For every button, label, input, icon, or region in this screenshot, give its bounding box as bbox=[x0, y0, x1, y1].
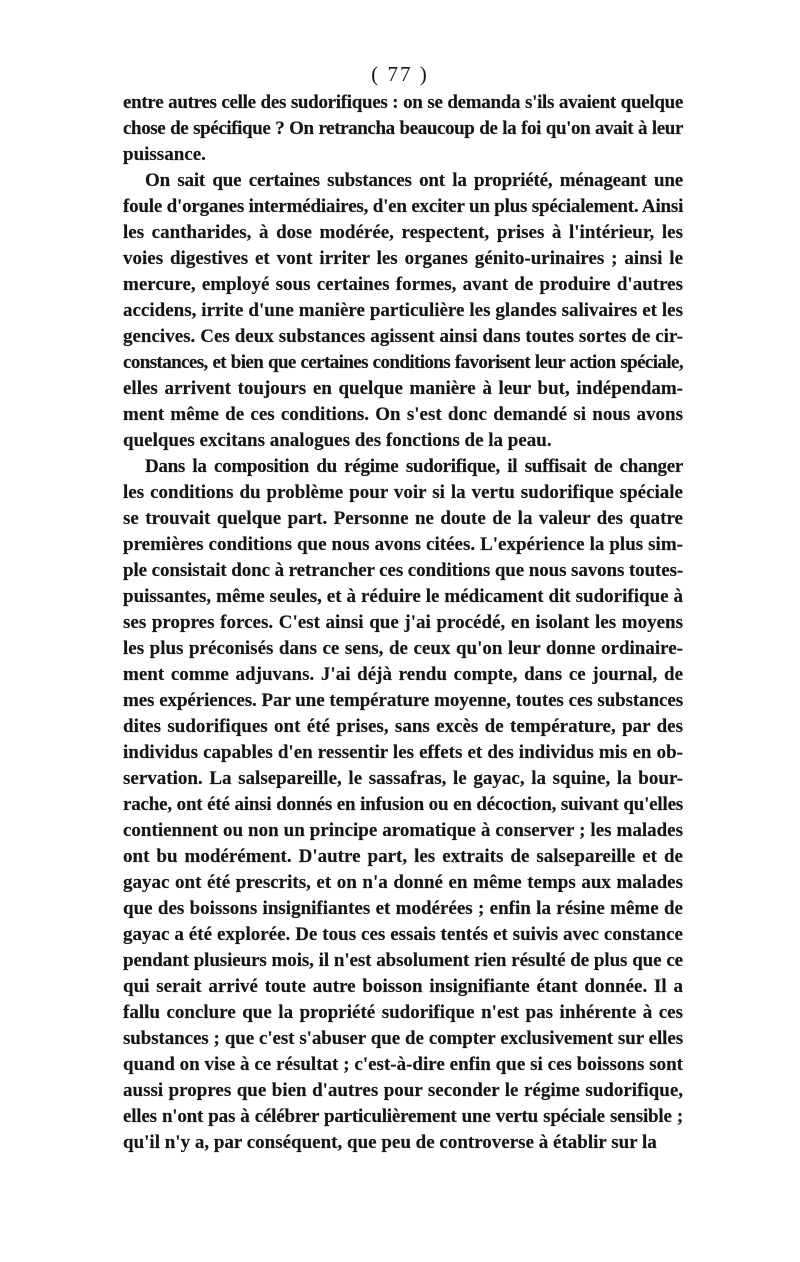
text-line: dites sudorifiques ont été prises, sans excès de température, par des bbox=[123, 716, 683, 737]
text-line: contiennent ou non un principe aromatique à conserver ; les malades bbox=[123, 820, 683, 841]
text-line: gayac ont été prescrits, et on n'a donné en même temps aux malades bbox=[123, 872, 683, 893]
page-number: ( 77 ) bbox=[371, 62, 429, 86]
text-line: les plus préconisés dans ce sens, de ceux qu'on leur donne ordinaire- bbox=[123, 638, 683, 659]
text-line: constances, et bien que certaines conditions favorisent leur action spéciale, bbox=[123, 352, 683, 373]
text-line: quelques excitans analogues des fonctions de la peau. bbox=[123, 430, 552, 451]
text-line: les conditions du problème pour voir si la vertu sudorifique spéciale bbox=[123, 482, 683, 503]
text-line: que des boissons insignifiantes et modérées ; enfin la résine même de bbox=[123, 898, 683, 919]
text-line: qu'il n'y a, par conséquent, que peu de controverse à établir sur la bbox=[123, 1132, 657, 1153]
text-line: ment même de ces conditions. On s'est donc demandé si nous avons bbox=[123, 404, 683, 425]
text-line: chose de spécifique ? On retrancha beaucoup de la foi qu'on avait à leur bbox=[123, 118, 683, 139]
text-body bbox=[123, 90, 683, 1156]
text-line: gencives. Ces deux substances agissent ainsi dans toutes sortes de cir- bbox=[123, 326, 683, 347]
text-line: se trouvait quelque part. Personne ne doute de la valeur des quatre bbox=[123, 508, 683, 529]
paragraph bbox=[123, 168, 683, 454]
text-line: aussi propres que bien d'autres pour seconder le régime sudorifique, bbox=[123, 1080, 683, 1101]
text-line: servation. La salsepareille, le sassafras, le gayac, la squine, la bour- bbox=[123, 768, 683, 789]
text-line: substances ; que c'est s'abuser que de compter exclusivement sur elles bbox=[123, 1028, 683, 1049]
text-line: pendant plusieurs mois, il n'est absolument rien résulté de plus que ce bbox=[123, 950, 683, 971]
text-line: qui serait arrivé toute autre boisson insignifiante étant donnée. Il a bbox=[123, 976, 683, 997]
text-line: accidens, irrite d'une manière particulière les glandes salivaires et les bbox=[123, 300, 683, 321]
text-line: rache, ont été ainsi donnés en infusion ou en décoction, suivant qu'elles bbox=[123, 794, 683, 815]
text-line: les cantharides, à dose modérée, respectent, prises à l'intérieur, les bbox=[123, 222, 683, 243]
text-line: ont bu modérément. D'autre part, les extraits de salsepareille et de bbox=[123, 846, 683, 867]
text-line: individus capables d'en ressentir les effets et des individus mis en ob- bbox=[123, 742, 683, 763]
text-line: ple consistait donc à retrancher ces conditions que nous savons toutes- bbox=[123, 560, 684, 581]
text-line: Dans la composition du régime sudorifique, il suffisait de changer bbox=[145, 456, 683, 477]
text-line: mercure, employé sous certaines formes, avant de produire d'autres bbox=[123, 274, 683, 295]
paragraph bbox=[123, 90, 683, 168]
text-line: entre autres celle des sudorifiques : on se demanda s'ils avaient quelque bbox=[123, 92, 683, 113]
text-line: gayac a été explorée. De tous ces essais tentés et suivis avec constance bbox=[123, 924, 683, 945]
text-line: puissance. bbox=[123, 144, 206, 165]
text-line: voies digestives et vont irriter les organes génito-urinaires ; ainsi le bbox=[123, 248, 683, 269]
text-line: elles arrivent toujours en quelque manière à leur but, indépendam- bbox=[123, 378, 683, 399]
text-line: quand on vise à ce résultat ; c'est-à-dire enfin que si ces boissons sont bbox=[123, 1054, 683, 1075]
text-line: On sait que certaines substances ont la propriété, ménageant une bbox=[145, 170, 683, 191]
text-line: puissantes, même seules, et à réduire le médicament dit sudorifique à bbox=[123, 586, 683, 607]
text-line: ment comme adjuvans. J'ai déjà rendu compte, dans ce journal, de bbox=[123, 664, 683, 685]
text-line: elles n'ont pas à célébrer particulièrement une vertu spéciale sensible ; bbox=[123, 1106, 683, 1127]
text-line: premières conditions que nous avons citées. L'expérience la plus sim- bbox=[123, 534, 683, 555]
text-line: mes expériences. Par une température moyenne, toutes ces substances bbox=[123, 690, 683, 711]
text-line: ses propres forces. C'est ainsi que j'ai procédé, en isolant les moyens bbox=[123, 612, 683, 633]
text-line: foule d'organes intermédiaires, d'en exciter un plus spécialement. Ainsi bbox=[123, 196, 684, 217]
paragraph bbox=[123, 454, 683, 1156]
text-line: fallu conclure que la propriété sudorifique n'est pas inhérente à ces bbox=[123, 1002, 683, 1023]
